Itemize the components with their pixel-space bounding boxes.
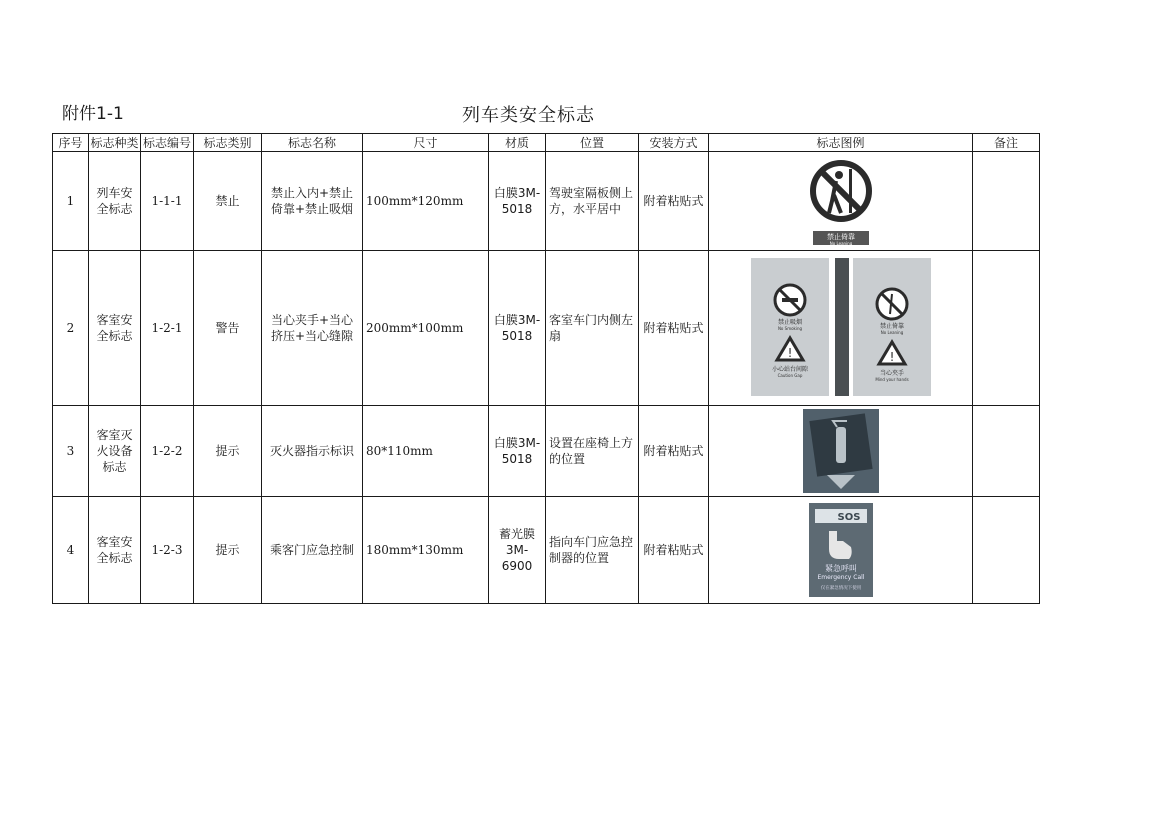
emergency-cn-label: 紧急呼叫 [824,564,857,573]
emergency-note-label: 仅在紧急情况下使用 [820,586,861,591]
emergency-call-sign-icon [809,503,873,597]
no-leaning-caption: 禁止倚靠 [826,233,855,241]
cell-no: 3 [53,406,89,497]
cell-size: 80*110mm [363,406,489,497]
mind-hands-subcaption: Mind your hands [874,377,909,382]
cell-remark [973,406,1040,497]
cell-remark [973,152,1040,251]
cell-code: 1-2-2 [141,406,194,497]
cell-legend [709,251,973,406]
mind-hands-caption: 当心夹手 [879,370,904,377]
no-smoking-subcaption: No Smoking [777,326,802,331]
cell-name: 乘客门应急控制 [262,497,363,604]
no-leaning-subcaption: No Leaning [829,241,852,246]
cell-material: 蓄光膜3M-6900 [489,497,546,604]
emergency-en-label: Emergency Call [817,574,864,581]
col-header-code: 标志编号 [141,134,194,152]
header-row [53,134,1040,152]
cell-install: 附着粘贴式 [639,406,709,497]
cell-install: 附着粘贴式 [639,497,709,604]
cell-install: 附着粘贴式 [639,152,709,251]
cell-category: 禁止 [194,152,262,251]
col-header-size: 尺寸 [363,134,489,152]
cell-size: 200mm*100mm [363,251,489,406]
svg-text:!: ! [787,346,792,360]
fire-extinguisher-sign-icon [803,409,879,493]
cell-category: 提示 [194,406,262,497]
cell-size: 180mm*130mm [363,497,489,604]
cell-name: 当心夹手+当心挤压+当心缝隙 [262,251,363,406]
cell-remark [973,497,1040,604]
cell-code: 1-2-1 [141,251,194,406]
col-header-no: 序号 [53,134,89,152]
cell-legend [709,152,973,251]
cell-legend [709,406,973,497]
table-row [53,152,1040,251]
safety-sign-table [52,133,1040,604]
cell-kind: 客室安全标志 [89,497,141,604]
col-header-material: 材质 [489,134,546,152]
cell-legend [709,497,973,604]
col-header-legend: 标志图例 [709,134,973,152]
cell-code: 1-1-1 [141,152,194,251]
no-leaning-caption-2: 禁止倚靠 [879,323,904,330]
col-header-remark: 备注 [973,134,1040,152]
door-warning-signs-icon [751,258,931,398]
cell-category: 警告 [194,251,262,406]
cell-install: 附着粘贴式 [639,251,709,406]
table-row [53,406,1040,497]
cell-position: 设置在座椅上方的位置 [546,406,639,497]
cell-kind: 客室安全标志 [89,251,141,406]
cell-no: 4 [53,497,89,604]
col-header-kind: 标志种类 [89,134,141,152]
svg-text:!: ! [889,350,894,364]
table-row [53,497,1040,604]
no-smoking-caption: 禁止吸烟 [777,319,802,326]
cell-kind: 列车安全标志 [89,152,141,251]
cell-kind: 客室灭火设备标志 [89,406,141,497]
no-leaning-subcaption-2: No Leaning [880,330,903,335]
col-header-install: 安装方式 [639,134,709,152]
cell-name: 灭火器指示标识 [262,406,363,497]
cell-position: 客室车门内侧左扇 [546,251,639,406]
cell-code: 1-2-3 [141,497,194,604]
sos-label: SOS [837,512,860,523]
caution-gap-subcaption: Caution Gap [777,373,802,378]
cell-position: 驾驶室隔板侧上方，水平居中 [546,152,639,251]
col-header-position: 位置 [546,134,639,152]
no-leaning-sign-icon [805,155,877,247]
table-row [53,251,1040,406]
cell-material: 白膜3M-5018 [489,406,546,497]
document-title: 列车类安全标志 [462,105,595,126]
col-header-category: 标志类别 [194,134,262,152]
cell-material: 白膜3M-5018 [489,251,546,406]
cell-no: 2 [53,251,89,406]
cell-material: 白膜3M-5018 [489,152,546,251]
cell-position: 指向车门应急控制器的位置 [546,497,639,604]
cell-category: 提示 [194,497,262,604]
cell-name: 禁止入内+禁止倚靠+禁止吸烟 [262,152,363,251]
caution-gap-caption: 小心站台间隙 [771,366,808,373]
cell-no: 1 [53,152,89,251]
cell-size: 100mm*120mm [363,152,489,251]
attachment-label: 附件1-1 [62,104,124,124]
cell-remark [973,251,1040,406]
col-header-name: 标志名称 [262,134,363,152]
